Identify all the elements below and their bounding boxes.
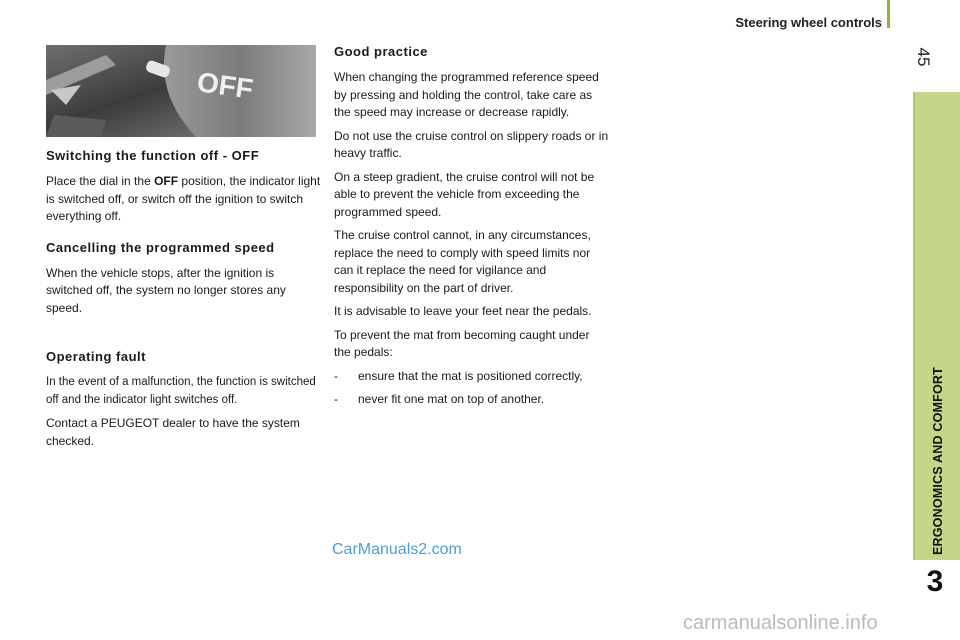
switch-off-text-start: Place the dial in the [46, 174, 155, 188]
fault-heading: Operating fault [46, 349, 146, 364]
watermark-text: carmanualsonline.info [683, 612, 878, 634]
off-dial-illustration [46, 45, 316, 137]
fault-contact-text: Contact a PEUGEOT dealer to have the system checked. [46, 416, 300, 448]
good-practice-heading: Good practice [334, 44, 428, 59]
cancelling-heading: Cancelling the programmed speed [46, 239, 275, 255]
good-practice-paragraph: It is advisable to leave your feet near the pedals. [334, 304, 592, 318]
cancelling-text: When the vehicle stops, after the ignition is switched off, the system no longer stores any speed. [46, 265, 286, 315]
good-practice-paragraph: When changing the programmed reference speed by pressing and holding the control, take care as the speed may increase or decrease rapidly. [334, 70, 599, 119]
fault-text: In the event of a malfunction, the function is switched off and the indicator light switches off. [46, 376, 316, 406]
good-practice-paragraph: On a steep gradient, the cruise control will not be able to prevent the vehicle from exceeding the programmed speed. [334, 169, 595, 219]
chapter-number: 3 [926, 565, 944, 598]
bullet-dash: - [334, 368, 338, 383]
bullet-text: ensure that the mat is positioned correctly, [358, 368, 583, 383]
switch-off-text-bold: OFF [154, 174, 179, 188]
header-rule [887, 0, 890, 28]
off-dial-photo [46, 45, 316, 137]
switch-off-text-end: position, the indicator light is switched off, or switch off the ignition to switch everything off. [46, 174, 321, 223]
bullet-item [334, 368, 609, 386]
right-column [334, 44, 609, 415]
left-column [46, 148, 321, 456]
good-practice-paragraph: The cruise control cannot, in any circumstances, replace the need to comply with speed limits nor can it replace the need for vigilance and responsibility on the part of driver. [334, 228, 591, 295]
off-label: OFF [195, 66, 255, 105]
page-number: 45 [914, 47, 933, 67]
running-header-title: Steering wheel controls [735, 15, 882, 30]
switch-off-text [46, 173, 321, 226]
bullet-text: never fit one mat on top of another. [358, 392, 545, 406]
good-practice-paragraph: To prevent the mat from becoming caught under the pedals: [334, 327, 590, 359]
bullet-item [334, 391, 609, 409]
bullet-dash: - [334, 392, 338, 406]
watermark-link[interactable]: CarManuals2.com [332, 541, 462, 558]
good-practice-paragraph: Do not use the cruise control on slippery roads or in heavy traffic. [334, 128, 609, 160]
switch-off-heading: Switching the function off - OFF [46, 148, 260, 163]
chapter-title: ERGONOMICS AND COMFORT [931, 367, 945, 555]
